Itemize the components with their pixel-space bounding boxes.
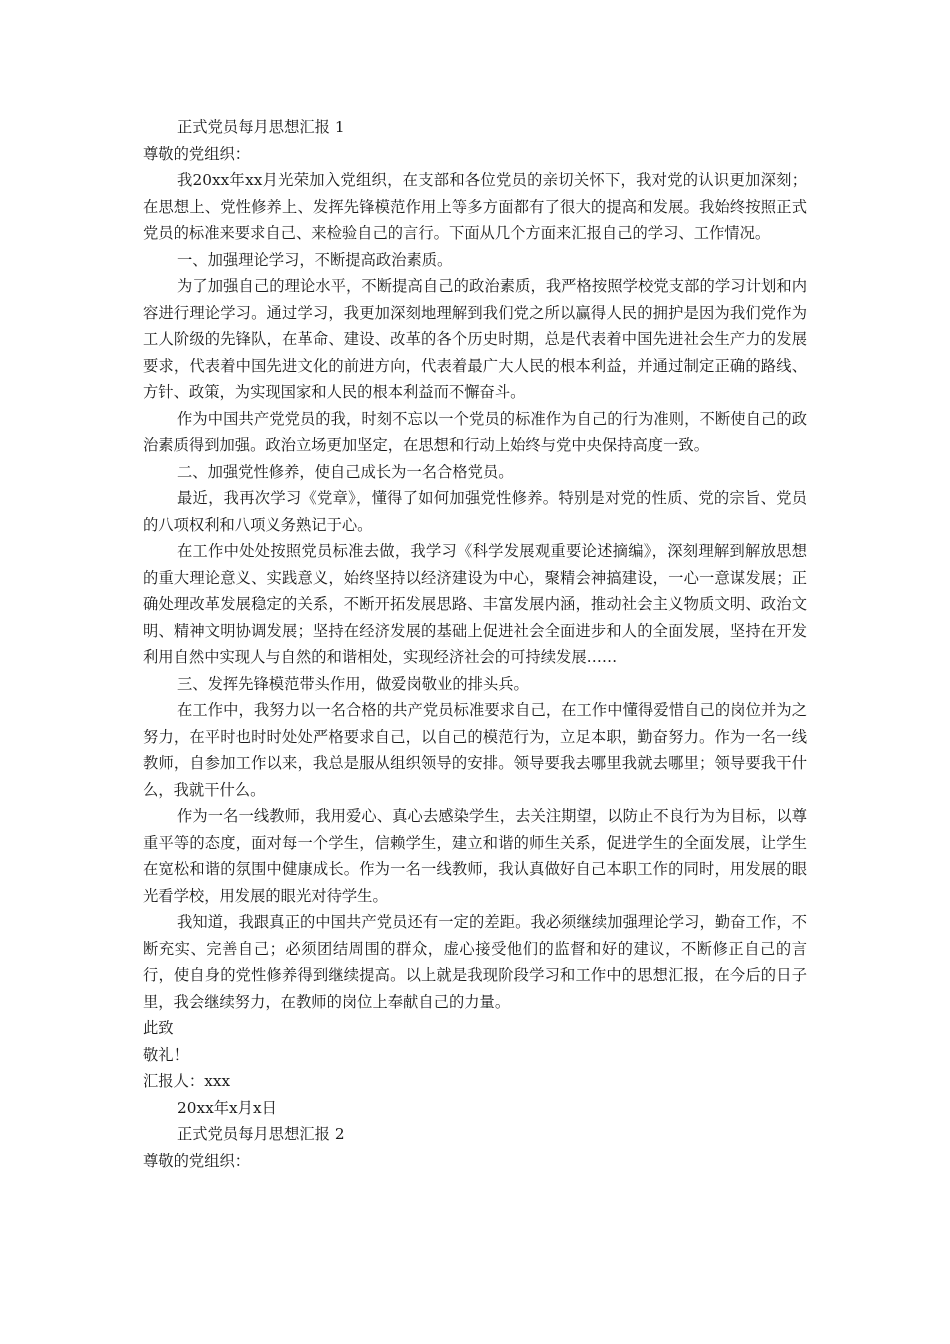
paragraph-theory: 为了加强自己的理论水平，不断提高自己的政治素质，我严格按照学校党支部的学习计划和内容进行理论学习。通过学习，我更加深刻地理解到我们党之所以赢得人民的拥护是因为我们党作为工人阶级的先锋队，在革命、建设、改革的各个历史时期，总是代表着中国先进社会生产力的发展要求，代表着中国先进文化的前进方向，代表着最广大人民的根本利益，并通过制定正确的路线、方针、政策，为实现国家和人民的根本利益而不懈奋斗。 <box>143 277 807 401</box>
section-heading-3: 三、发挥先锋模范带头作用，做爱岗敬业的排头兵。 <box>177 674 529 693</box>
paragraph-development: 在工作中处处按照党员标准去做，我学习《科学发展观重要论述摘编》，深刻理解到解放思想的重大理论意义、实践意义，始终坚持以经济建设为中心，聚精会神搞建设，一心一意谋发展；正确处理改革发展稳定的关系，不断开拓发展思路、丰富发展内涵，推动社会主义物质文明、政治文明、精神文明协调发展；坚持在经济发展的基础上促进社会全面进步和人的全面发展，坚持在开发利用自然中实现人与自然的和谐相处，实现经济社会的可持续发展…… <box>143 542 807 666</box>
paragraph-standard: 作为中国共产党党员的我，时刻不忘以一个党员的标准作为自己的行为准则，不断使自己的政治素质得到加强。政治立场更加坚定，在思想和行动上始终与党中央保持高度一致。 <box>143 409 807 454</box>
paragraph-party-charter: 最近，我再次学习《党章》，懂得了如何加强党性修养。特别是对党的性质、党的宗旨、党员的八项权利和八项义务熟记于心。 <box>143 489 807 534</box>
salutation-1: 尊敬的党组织： <box>143 144 251 163</box>
closing-ci-zhi: 此致 <box>143 1019 174 1037</box>
report-title-2: 正式党员每月思想汇报 2 <box>177 1125 345 1143</box>
section-heading-2: 二、加强党性修养，使自己成长为一名合格党员。 <box>177 462 514 481</box>
paragraph-conclusion: 我知道，我跟真正的中国共产党员还有一定的差距。我必须继续加强理论学习，勤奋工作，不断充实、完善自己；必须团结周围的群众，虚心接受他们的监督和好的建议，不断修正自己的言行，使自身的党性修养得到继续提高。以上就是我现阶段学习和工作中的思想汇报，在今后的日子里，我会继续努力，在教师的岗位上奉献自己的力量。 <box>143 913 807 1011</box>
paragraph-intro: 我20xx年xx月光荣加入党组织，在支部和各位党员的亲切关怀下，我对党的认识更加深刻；在思想上、党性修养上、发挥先锋模范作用上等多方面都有了很大的提高和发展。我始终按照正式党员的标准来要求自己、来检验自己的言行。下面从几个方面来汇报自己的学习、工作情况。 <box>143 171 807 242</box>
salutation-2: 尊敬的党组织： <box>143 1151 251 1170</box>
paragraph-teacher: 作为一名一线教师，我用爱心、真心去感染学生，去关注期望，以防止不良行为为目标，以尊重平等的态度，面对每一个学生，信赖学生，建立和谐的师生关系，促进学生的全面发展，让学生在宽松和谐的氛围中健康成长。作为一名一线教师，我认真做好自己本职工作的同时，用发展的眼光看学校，用发展的眼光对待学生。 <box>143 807 807 905</box>
report-title-1: 正式党员每月思想汇报 1 <box>177 118 345 136</box>
document-page <box>143 114 807 1174</box>
paragraph-work: 在工作中，我努力以一名合格的共产党员标准要求自己，在工作中懂得爱惜自己的岗位并为之努力，在平时也时时处处严格要求自己，以自己的模范行为，立足本职，勤奋努力。作为一名一线教师，自参加工作以来，我总是服从组织领导的安排。领导要我去哪里我就去哪里；领导要我干什么，我就干什么。 <box>143 701 807 799</box>
section-heading-1: 一、加强理论学习，不断提高政治素质。 <box>177 250 453 269</box>
report-date: 20xx年x月x日 <box>177 1098 277 1117</box>
reporter-name: 汇报人：xxx <box>143 1072 231 1090</box>
closing-jing-li: 敬礼！ <box>143 1045 189 1064</box>
